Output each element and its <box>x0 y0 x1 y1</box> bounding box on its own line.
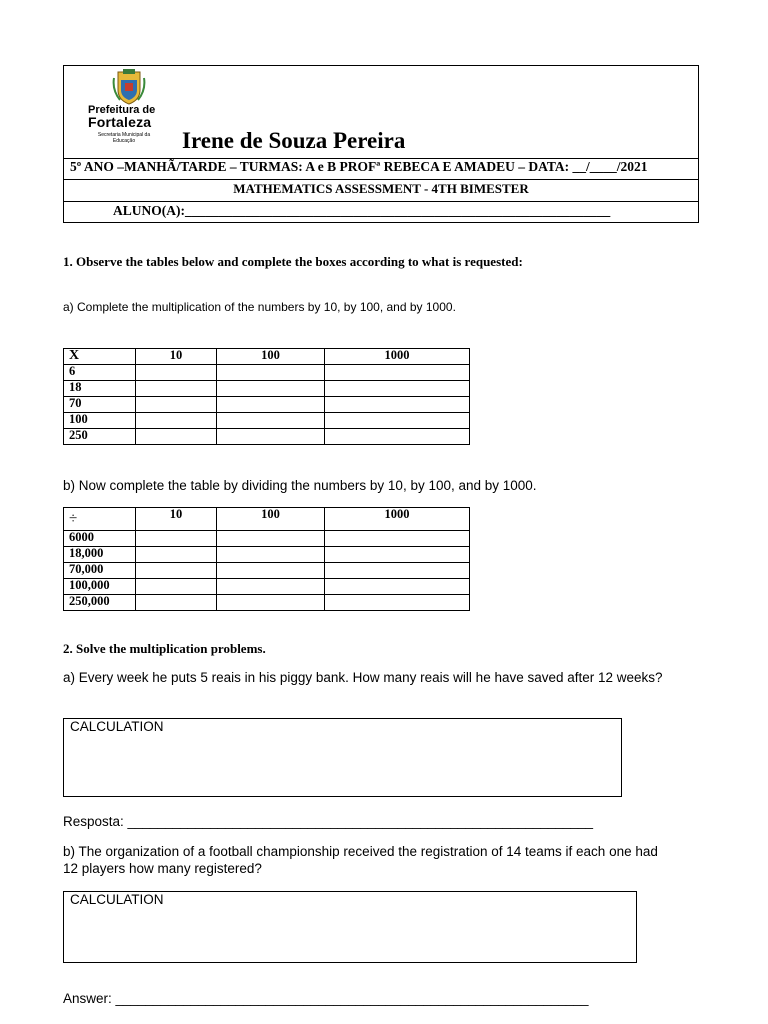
table-header-row <box>64 508 470 531</box>
calculation-box-2b[interactable] <box>63 891 637 963</box>
answer-cell[interactable] <box>136 579 217 595</box>
table-header-cell: 1000 <box>325 508 470 531</box>
table-row <box>64 531 470 547</box>
logo-text-line2: Fortaleza <box>88 114 152 130</box>
table-header-row <box>64 349 470 365</box>
answer-cell[interactable] <box>136 365 217 381</box>
answer-cell[interactable] <box>325 429 470 445</box>
answer-cell[interactable] <box>325 397 470 413</box>
school-name: Irene de Souza Pereira <box>182 128 406 153</box>
answer-line-2b[interactable]: Answer: _______________________________________________________________ <box>63 991 589 1006</box>
logo-text-line3: Secretaria Municipal da Educação <box>97 132 151 144</box>
answer-cell[interactable] <box>325 547 470 563</box>
answer-cell[interactable] <box>136 429 217 445</box>
division-table <box>63 507 470 611</box>
header-divider <box>64 179 698 180</box>
calculation-box-2a[interactable] <box>63 718 622 797</box>
table-row <box>64 579 470 595</box>
calculation-label: CALCULATION <box>70 719 164 734</box>
answer-cell[interactable] <box>136 595 217 611</box>
question-1b-instruction: b) Now complete the table by dividing the numbers by 10, by 100, and by 1000. <box>63 478 537 493</box>
calculation-label: CALCULATION <box>70 892 164 907</box>
row-label: 6000 <box>64 531 136 547</box>
table-row <box>64 595 470 611</box>
answer-cell[interactable] <box>217 563 325 579</box>
header-divider <box>64 201 698 202</box>
row-label: 6 <box>64 365 136 381</box>
answer-cell[interactable] <box>325 365 470 381</box>
student-name-line[interactable]: ALUNO(A):_______________________________________________________________ <box>113 203 611 218</box>
answer-cell[interactable] <box>217 365 325 381</box>
answer-cell[interactable] <box>325 413 470 429</box>
table-row <box>64 413 470 429</box>
table-header-cell: ÷ <box>64 508 136 531</box>
question-2b-text-line1: b) The organization of a football championship received the registration of 14 teams if each one had <box>63 844 658 859</box>
row-label: 18,000 <box>64 547 136 563</box>
answer-cell[interactable] <box>136 531 217 547</box>
answer-line-2a[interactable]: Resposta: ______________________________________________________________ <box>63 814 594 829</box>
logo-text-line1: Prefeitura de <box>88 104 156 116</box>
table-row <box>64 397 470 413</box>
table-row <box>64 381 470 397</box>
row-label: 70,000 <box>64 563 136 579</box>
answer-cell[interactable] <box>217 531 325 547</box>
answer-cell[interactable] <box>136 381 217 397</box>
answer-cell[interactable] <box>217 413 325 429</box>
table-row <box>64 429 470 445</box>
row-label: 100,000 <box>64 579 136 595</box>
answer-cell[interactable] <box>325 381 470 397</box>
row-label: 18 <box>64 381 136 397</box>
multiplication-table <box>63 348 470 445</box>
question-2b-text-line2: 12 players how many registered? <box>63 861 262 876</box>
assessment-title: MATHEMATICS ASSESSMENT - 4TH BIMESTER <box>233 181 529 196</box>
table-row <box>64 365 470 381</box>
answer-cell[interactable] <box>217 381 325 397</box>
answer-cell[interactable] <box>136 563 217 579</box>
answer-cell[interactable] <box>325 595 470 611</box>
coat-of-arms-icon <box>112 68 146 106</box>
answer-cell[interactable] <box>325 563 470 579</box>
answer-cell[interactable] <box>136 413 217 429</box>
table-header-cell: 10 <box>136 349 217 365</box>
answer-cell[interactable] <box>325 531 470 547</box>
table-header-cell: 10 <box>136 508 217 531</box>
question-1-heading: 1. Observe the tables below and complete the boxes according to what is requested: <box>63 254 523 269</box>
answer-cell[interactable] <box>136 547 217 563</box>
question-1a-instruction: a) Complete the multiplication of the numbers by 10, by 100, and by 1000. <box>63 300 456 314</box>
city-logo <box>88 68 170 146</box>
answer-cell[interactable] <box>136 397 217 413</box>
table-row <box>64 563 470 579</box>
table-row <box>64 547 470 563</box>
table-header-cell: 100 <box>217 508 325 531</box>
answer-cell[interactable] <box>217 595 325 611</box>
table-header-cell: 1000 <box>325 349 470 365</box>
answer-cell[interactable] <box>217 547 325 563</box>
answer-cell[interactable] <box>325 579 470 595</box>
row-label: 250 <box>64 429 136 445</box>
answer-cell[interactable] <box>217 397 325 413</box>
table-header-cell: X <box>64 349 136 365</box>
answer-cell[interactable] <box>217 429 325 445</box>
row-label: 250,000 <box>64 595 136 611</box>
row-label: 100 <box>64 413 136 429</box>
question-2-heading: 2. Solve the multiplication problems. <box>63 641 266 656</box>
row-label: 70 <box>64 397 136 413</box>
question-2a-text: a) Every week he puts 5 reais in his piggy bank. How many reais will he have saved after 12 weeks? <box>63 670 663 685</box>
table-header-cell: 100 <box>217 349 325 365</box>
class-info-line: 5º ANO –MANHÃ/TARDE – TURMAS: A e B PROFª REBECA E AMADEU – DATA: __/____/2021 <box>70 159 648 174</box>
answer-cell[interactable] <box>217 579 325 595</box>
